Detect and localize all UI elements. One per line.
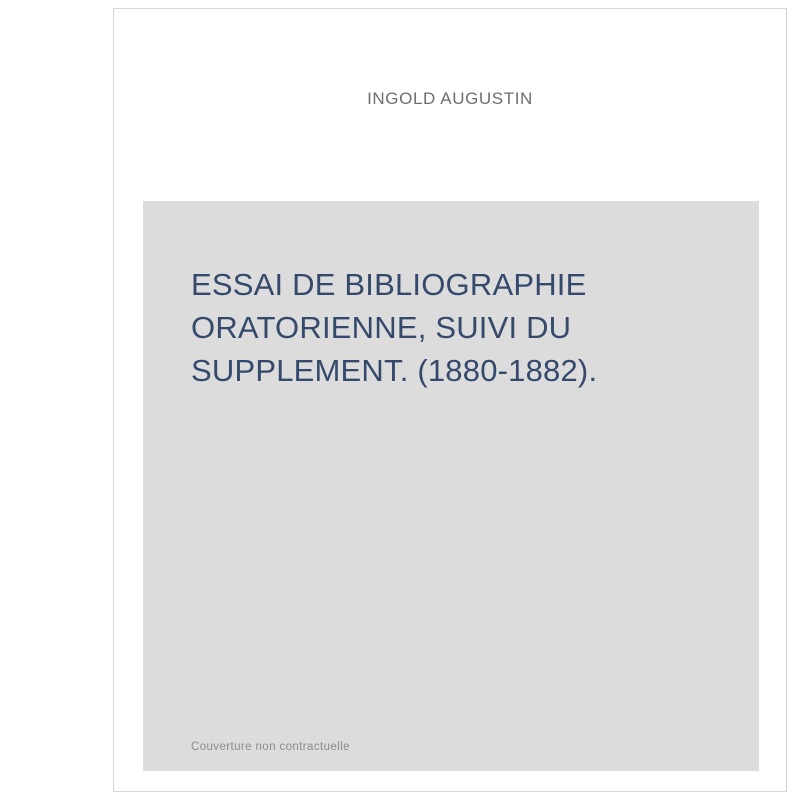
cover-image-panel (143, 201, 759, 771)
left-gutter (0, 0, 113, 800)
book-cover (113, 8, 787, 792)
book-title: ESSAI DE BIBLIOGRAPHIE ORATORIENNE, SUIVI DU SUPPLEMENT. (1880-1882). (191, 267, 598, 388)
author-name: INGOLD AUGUSTIN (367, 89, 533, 108)
right-gutter (787, 0, 800, 800)
cover-disclaimer-note: Couverture non contractuelle (191, 741, 350, 753)
